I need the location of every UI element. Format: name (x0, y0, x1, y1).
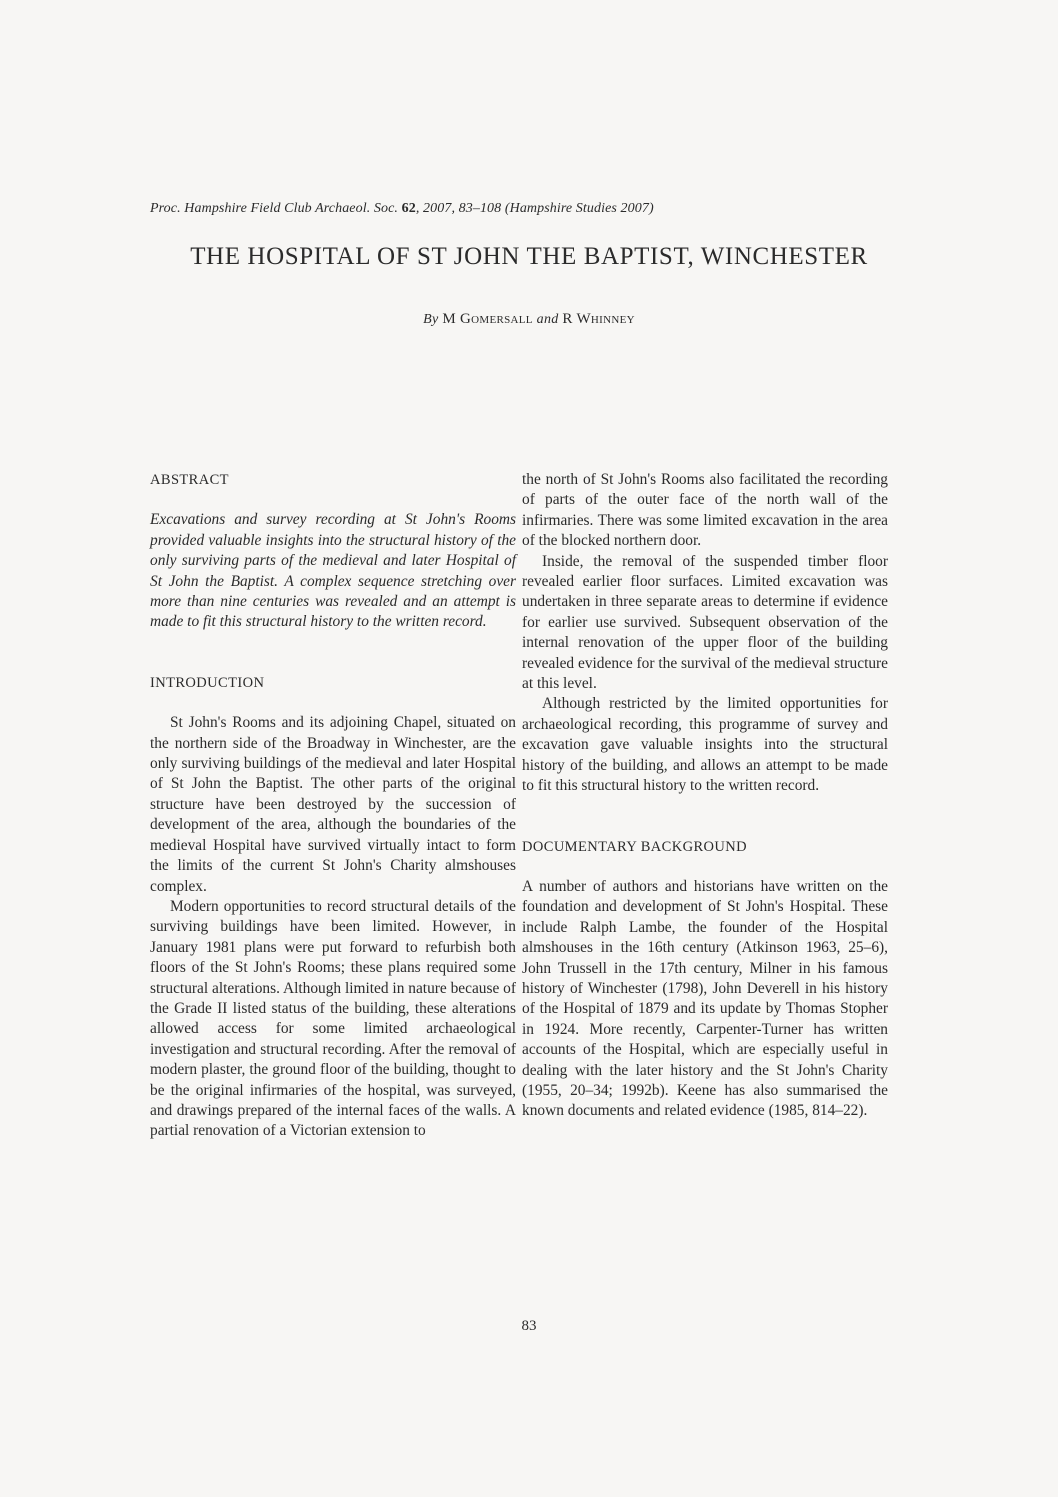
introduction-paragraph-2-continued: the north of St John's Rooms also facilitated the recording of parts of the outer face of the north wall of the infirmaries. There was some limited excavation in the area of the blocked northern door. (522, 471, 888, 550)
article-title: THE HOSPITAL OF ST JOHN THE BAPTIST, WINCHESTER (190, 243, 868, 270)
abstract-text: Excavations and survey recording at St John's Rooms provided valuable insights into the structural history of the only surviving parts of the medieval and later Hospital of St John the Baptist. A complex sequence stretching over more than nine centuries was revealed and an attempt is made to fit this structural history to the written record. (150, 511, 516, 631)
documentary-paragraph-1: A number of authors and historians have written on the foundation and development of St John's Hospital. These include Ralph Lambe, the founder of the Hospital almshouses in the 16th century (Atkinson 1963, 25–6), John Trussell in the 17th century, Milner in his famous history of Winchester (1798), John Deverell in his history of the Hospital of 1879 and its update by Thomas Stopher in 1924. More recently, Carpenter-Turner has written accounts of the Hospital, which are especially useful in dealing with the later history and the St John's Charity (1955, 20–34; 1992b). Keene has also summarised the known documents and related evidence (1985, 814–22). (522, 877, 888, 1120)
byline-and: and (536, 312, 559, 327)
citation-journal: Proc. Hampshire Field Club Archaeol. Soc. (150, 201, 399, 216)
citation-pages: , 2007, 83–108 (Hampshire Studies 2007) (415, 201, 654, 216)
author-2: R Whinney (562, 311, 635, 327)
byline-by: By (423, 312, 439, 327)
left-column (150, 470, 516, 1142)
journal-citation (150, 201, 910, 217)
section-gap (522, 797, 888, 837)
introduction-paragraph-3: Inside, the removal of the suspended timber floor revealed earlier floor surfaces. Limited excavation was undertaken in three separate areas to determine if evidence for earlier use survived. Subsequent observation of the internal renovation of the upper floor of the building revealed evidence for the survival of the medieval structure at this level. (522, 552, 888, 693)
abstract-heading: ABSTRACT (150, 472, 229, 488)
introduction-paragraph-1: St John's Rooms and its adjoining Chapel, situated on the northern side of the Broadway in Winchester, are the only surviving buildings of the medieval and later Hospital of St John the Baptist. The other parts of the original structure have been destroyed by the succession of development of the area, although the boundaries of the medieval Hospital have survived virtually intact to form the limits of the current St John's Charity almshouses complex. (150, 714, 516, 895)
documentary-heading: DOCUMENTARY BACKGROUND (522, 838, 748, 855)
introduction-paragraph-4: Although restricted by the limited opportunities for archaeological recording, this programme of survey and excavation gave valuable insights into the structural history of the building, and allows an attempt to be made to fit this structural history to the written record. (522, 695, 888, 795)
introduction-paragraph-2: Modern opportunities to record structural details of the surviving buildings have been limited. However, in January 1981 plans were put forward to refurbish both floors of the St John's Rooms; these plans required some structural alterations. Although limited in nature because of the Grade II listed status of the building, these alterations allowed access for some limited archaeological investigation and structural recording. After the removal of modern plaster, the ground floor of the building, thought to be the original infirmaries of the hospital, was surveyed, and drawings prepared of the internal faces of the walls. A partial renovation of a Victorian extension to (150, 897, 516, 1140)
right-column (522, 470, 888, 1122)
author-1: M Gomersall (442, 311, 533, 327)
citation-volume: 62 (401, 201, 416, 216)
page-number: 83 (521, 1318, 537, 1334)
byline (0, 311, 1058, 328)
introduction-heading: INTRODUCTION (150, 674, 265, 691)
